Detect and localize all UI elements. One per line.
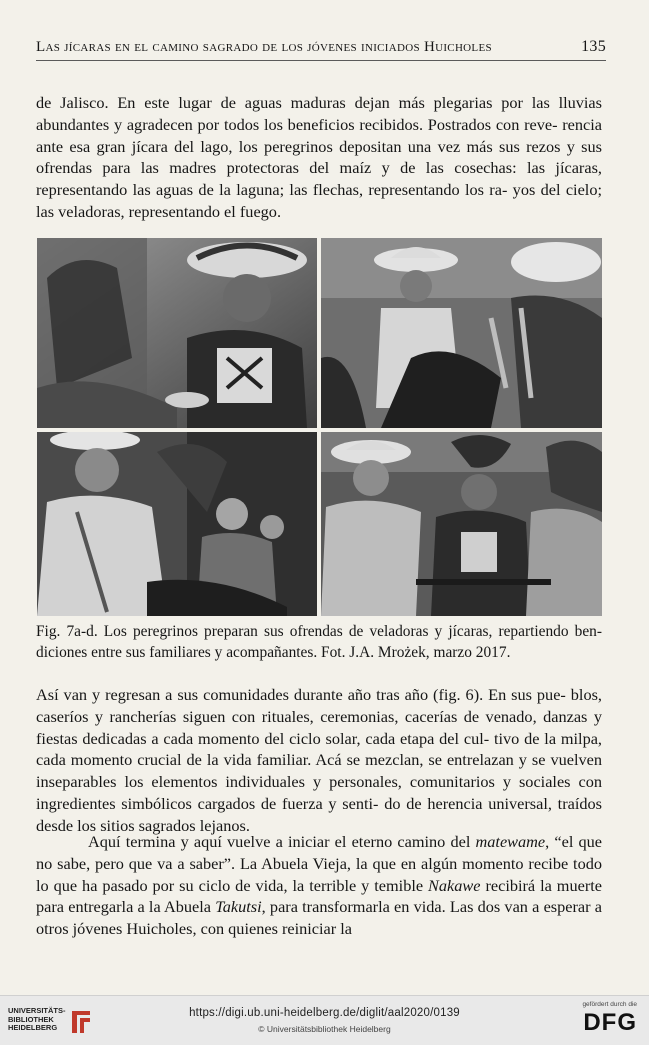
dfg-logo[interactable]: DFG xyxy=(583,1009,637,1036)
photo-7c xyxy=(37,432,317,616)
p3-term-matewame: matewame xyxy=(475,832,546,851)
running-header-title: Las jícaras en el camino sagrado de los jóvenes iniciados Huicholes xyxy=(36,39,492,55)
p3-term-nakawe: Nakawe xyxy=(428,875,481,895)
library-name: UNIVERSITÄTS- BIBLIOTHEK HEIDELBERG xyxy=(8,1006,66,1033)
p3-text-2: , “el que no sabe, pero que va a saber”. La Abuela Vieja, la que en algún momento recibe todo lo que ha pasado por su ciclo de vida, la terrible y temible xyxy=(36,832,603,895)
digitization-footer xyxy=(0,995,649,1045)
page-number: 135 xyxy=(581,38,606,55)
photo-7d xyxy=(321,432,602,616)
body-paragraph-3 xyxy=(36,831,602,940)
dfg-note: gefördert durch die xyxy=(582,1001,637,1008)
photo-7a xyxy=(37,238,317,428)
figure-caption: Fig. 7a-d. Los peregrinos preparan sus ofrendas de veladoras y jícaras, repartiendo ben- diciones entre sus familiares y acompañantes. Fot. J.A. Mrożek, marzo 2017. xyxy=(36,623,602,661)
p3-text-4: , para transformarla en vida. Las dos van a esperar a otros jóvenes Huicholes, con quienes reiniciar la xyxy=(36,897,602,939)
body-paragraph-2: Así van y regresan a sus comunidades durante año tras año (fig. 6). En sus pue- blos, caseríos y rancherías siguen con rituales, ceremonias, cacerías de venado, danzas y fiestas dedicadas a cada momento del ciclo solar, cada etapa del cul- tivo de la milpa, cada momento crucial de la vida familiar. Acá se mezclan, se entrelazan y se vuelven inseparables los elementos individuales y personales, comunitarios y sociales con ingredientes simbólicos cargados de fuerza y senti- do de herencia universal, traídos desde los sitios sagrados lejanos. xyxy=(36,685,602,835)
photo-figure xyxy=(37,238,602,616)
p3-text-3: recibirá la muerte para entregarla a la Abuela xyxy=(36,875,602,917)
running-header xyxy=(36,38,606,61)
p3-term-takutsi: Takutsi xyxy=(215,897,262,917)
photo-7b xyxy=(321,238,602,428)
body-paragraph-1: de Jalisco. En este lugar de aguas maduras dejan más plegarias por las lluvias abundantes y agradecen por todos los beneficios recibidos. Postrados con reve- rencia ante esa gran jícara del lago, los peregrinos depositan una vez más sus rezos y sus ofrendas para las madres protectoras del maíz y de las cosechas: las jícaras, representando las aguas de la laguna; las flechas, representando los ra- yos del cielo; las veladoras, representando el fuego. xyxy=(36,93,602,221)
copyright-notice: © Universitätsbibliothek Heidelberg xyxy=(258,1024,391,1034)
p3-text-1: Aquí termina y aquí vuelve a iniciar el eterno camino del xyxy=(88,832,476,851)
permalink-url[interactable]: https://digi.ub.uni-heidelberg.de/diglit/aal2020/0139 xyxy=(189,1007,460,1019)
